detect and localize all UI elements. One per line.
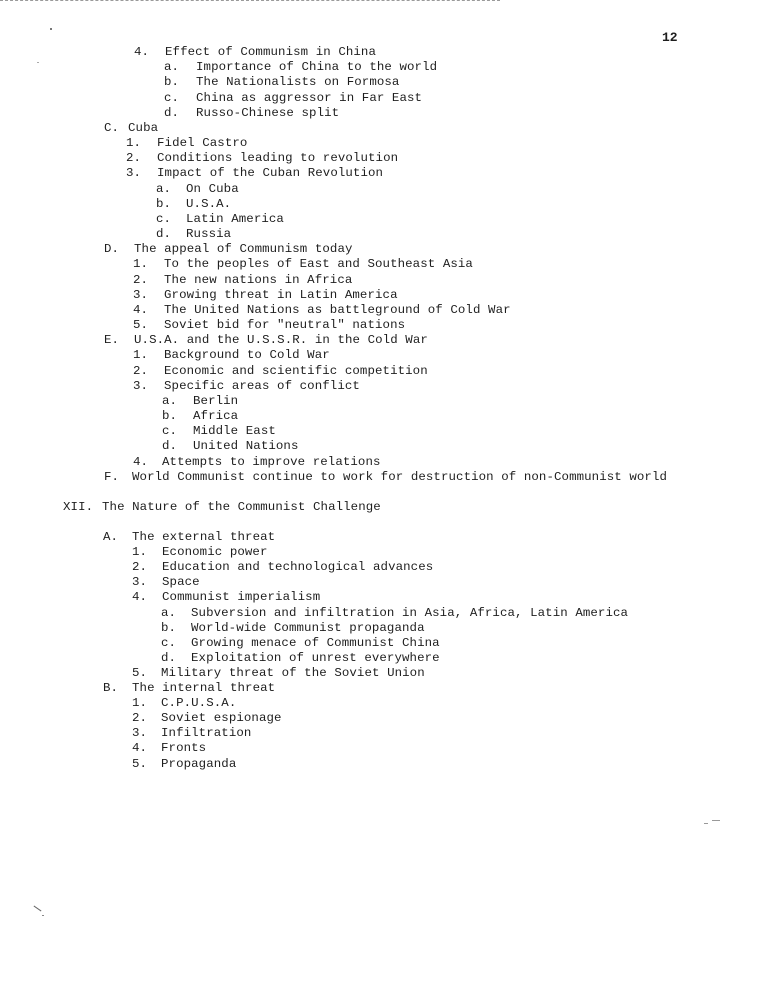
outline-line: 3. Impact of the Cuban Revolution — [126, 166, 384, 180]
outline-line: C. Cuba — [104, 121, 159, 135]
outline-line: 5. Military threat of the Soviet Union — [132, 666, 425, 680]
outline-line: 1. Background to Cold War — [133, 348, 330, 362]
outline-line: c. Growing menace of Communist China — [161, 636, 440, 650]
outline-line: 5. Soviet bid for "neutral" nations — [133, 318, 406, 332]
outline-line: 4. Attempts to improve relations — [133, 455, 381, 469]
outline-line: F. World Communist continue to work for destruction of non-Communist world — [104, 470, 668, 484]
outline-line: 4. Communist imperialism — [132, 590, 321, 604]
outline-line: d. United Nations — [162, 439, 299, 453]
outline-line: 4. Fronts — [132, 741, 207, 755]
outline-line: a. Importance of China to the world — [164, 60, 438, 74]
outline-line: c. China as aggressor in Far East — [164, 91, 423, 105]
scan-speck — [34, 906, 42, 912]
outline-line: d. Exploitation of unrest everywhere — [161, 651, 440, 665]
scan-speck — [50, 28, 52, 30]
outline-line: 3. Space — [132, 575, 200, 589]
outline-line: B. The internal threat — [103, 681, 276, 695]
outline-line: a. Subversion and infiltration in Asia, Africa, Latin America — [161, 606, 629, 620]
outline-line: d. Russo-Chinese split — [164, 106, 340, 120]
outline-line: 2. Economic and scientific competition — [133, 364, 428, 378]
outline-line: 1. Economic power — [132, 545, 268, 559]
outline-line: 2. Education and technological advances — [132, 560, 434, 574]
outline-line: 3. Growing threat in Latin America — [133, 288, 398, 302]
outline-line: 1. To the peoples of East and Southeast Asia — [133, 257, 473, 271]
scan-speck — [712, 820, 720, 821]
outline-line: b. World-wide Communist propaganda — [161, 621, 425, 635]
scan-speck — [704, 823, 708, 824]
outline-line: b. Africa — [162, 409, 239, 423]
scan-edge-dashes — [0, 0, 500, 1]
outline-line: d. Russia — [156, 227, 232, 241]
outline-line: 5. Propaganda — [132, 757, 237, 771]
outline-line: b. The Nationalists on Formosa — [164, 75, 400, 89]
outline-line: c. Latin America — [156, 212, 284, 226]
outline-line: 2. The new nations in Africa — [133, 273, 353, 287]
outline-line: 4. The United Nations as battleground of Cold War — [133, 303, 511, 317]
scan-speck — [42, 915, 44, 916]
outline-line: 4. Effect of Communism in China — [134, 45, 376, 59]
outline-line: D. The appeal of Communism today — [104, 242, 353, 256]
page-number: 12 — [662, 30, 678, 45]
scan-speck — [37, 62, 39, 63]
outline-line: A. The external threat — [103, 530, 276, 544]
outline-line: 1. C.P.U.S.A. — [132, 696, 237, 710]
outline-line: a. On Cuba — [156, 182, 239, 196]
outline-line: 2. Conditions leading to revolution — [126, 151, 399, 165]
outline-line: b. U.S.A. — [156, 197, 232, 211]
outline-section-heading: XII. The Nature of the Communist Challenge — [63, 500, 381, 514]
outline-line: 3. Infiltration — [132, 726, 252, 740]
outline-line: 3. Specific areas of conflict — [133, 379, 360, 393]
outline-line: c. Middle East — [162, 424, 276, 438]
outline-line: a. Berlin — [162, 394, 239, 408]
outline-line: E. U.S.A. and the U.S.S.R. in the Cold War — [104, 333, 428, 347]
outline-line: 1. Fidel Castro — [126, 136, 248, 150]
outline-line: 2. Soviet espionage — [132, 711, 282, 725]
